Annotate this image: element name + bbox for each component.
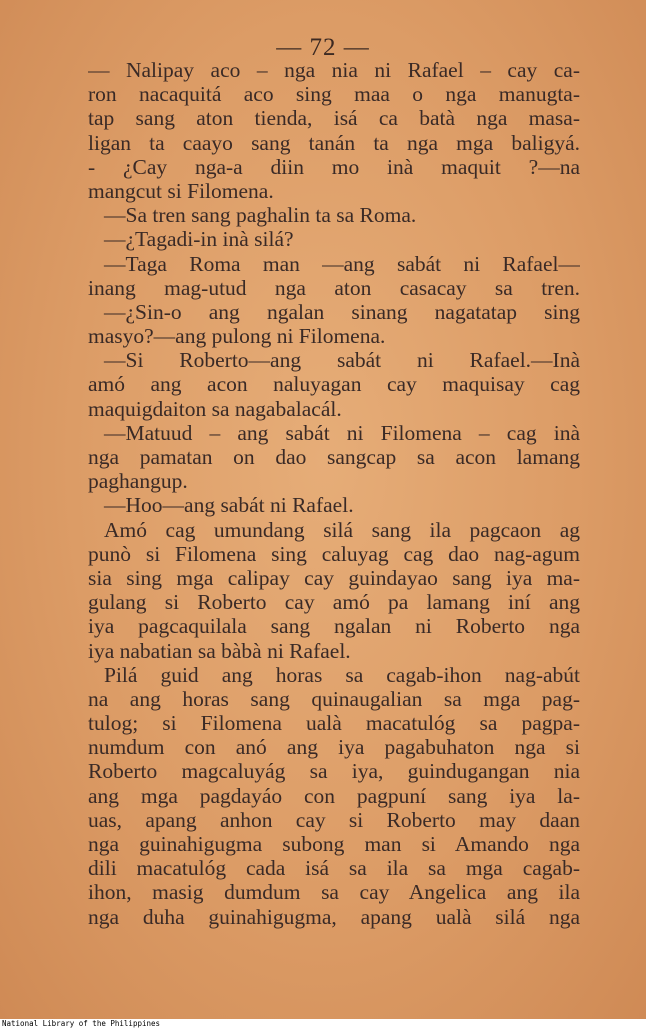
text-line: —¿Tagadi-in inà silá? xyxy=(104,227,294,252)
text-line: —Taga Roma man —ang sabát ni Rafael— xyxy=(104,251,580,276)
text-line: ihon, masig dumdum sa cay Angelica ang ila xyxy=(88,880,580,905)
text-line: Amó cag umundang silá sang ila pagcaon ag xyxy=(104,517,580,542)
text-line: masyo?—ang pulong ni Filomena. xyxy=(88,324,386,349)
text-line: mangcut si Filomena. xyxy=(88,178,274,203)
text-line: tap sang aton tienda, isá ca batà nga masa- xyxy=(88,106,580,131)
text-line: Pilá guid ang horas sa cagab-ihon nag-abút xyxy=(104,662,580,687)
text-line: —Si Roberto—ang sabát ni Rafael.—Inà xyxy=(104,348,580,373)
text-line: —¿Sin-o ang ngalan sinang nagatatap sing xyxy=(104,299,580,324)
text-line: —Sa tren sang paghalin ta sa Roma. xyxy=(104,203,417,228)
text-line: uas, apang anhon cay si Roberto may daan xyxy=(88,807,580,832)
text-line: numdum con anó ang iya pagabuhaton nga si xyxy=(88,735,580,760)
text-line: punò si Filomena sing caluyag cag dao nag-agum xyxy=(88,541,580,566)
text-line: iya pagcaquilala sang ngalan ni Roberto nga xyxy=(88,614,580,639)
text-line: gulang si Roberto cay amó pa lamang iní ang xyxy=(88,590,580,615)
text-line: nga pamatan on dao sangcap sa acon lamang xyxy=(88,445,580,469)
text-line: —Hoo—ang sabát ni Rafael. xyxy=(104,493,354,518)
text-line: ligan ta caayo sang tanán ta nga mga baligyá. xyxy=(88,130,580,155)
text-line: tulog; si Filomena ualà macatulóg sa pagpa- xyxy=(88,711,580,736)
page-text xyxy=(88,58,580,929)
text-line: inang mag-utud nga aton casacay sa tren. xyxy=(88,275,580,300)
text-line: ang mga pagdayáo con pagpuní sang iya la- xyxy=(88,783,580,808)
text-line: na ang horas sang quinaugalian sa mga pag- xyxy=(88,686,580,711)
text-line: — Nalipay aco – nga nia ni Rafael – cay ca- xyxy=(88,58,580,82)
text-line: - ¿Cay nga-a diin mo inà maquit ?—na xyxy=(88,154,580,179)
page-number: — 72 — xyxy=(276,34,370,61)
text-line: ron nacaquitá aco sing maa o nga manugta- xyxy=(88,82,580,107)
text-line: dili macatulóg cada isá sa ila sa mga cagab- xyxy=(88,856,580,881)
text-line: —Matuud – ang sabát ni Filomena – cag inà xyxy=(104,420,580,445)
library-credit: National Library of the Philippines xyxy=(2,1019,161,1028)
text-line: maquigdaiton sa nagabalacál. xyxy=(88,396,342,421)
text-line: Roberto magcaluyág sa iya, guindugangan nia xyxy=(88,759,580,784)
text-line: nga duha guinahigugma, apang ualà silá nga xyxy=(88,904,580,929)
text-line: nga guinahigugma subong man si Amando nga xyxy=(88,832,580,856)
text-line: sia sing mga calipay cay guindayao sang iya ma- xyxy=(88,565,580,590)
text-line: iya nabatian sa bàbà ni Rafael. xyxy=(88,638,351,663)
footer-bar xyxy=(0,1019,646,1028)
text-line: paghangup. xyxy=(88,469,188,494)
text-line: amó ang acon naluyagan cay maquisay cag xyxy=(88,372,580,397)
